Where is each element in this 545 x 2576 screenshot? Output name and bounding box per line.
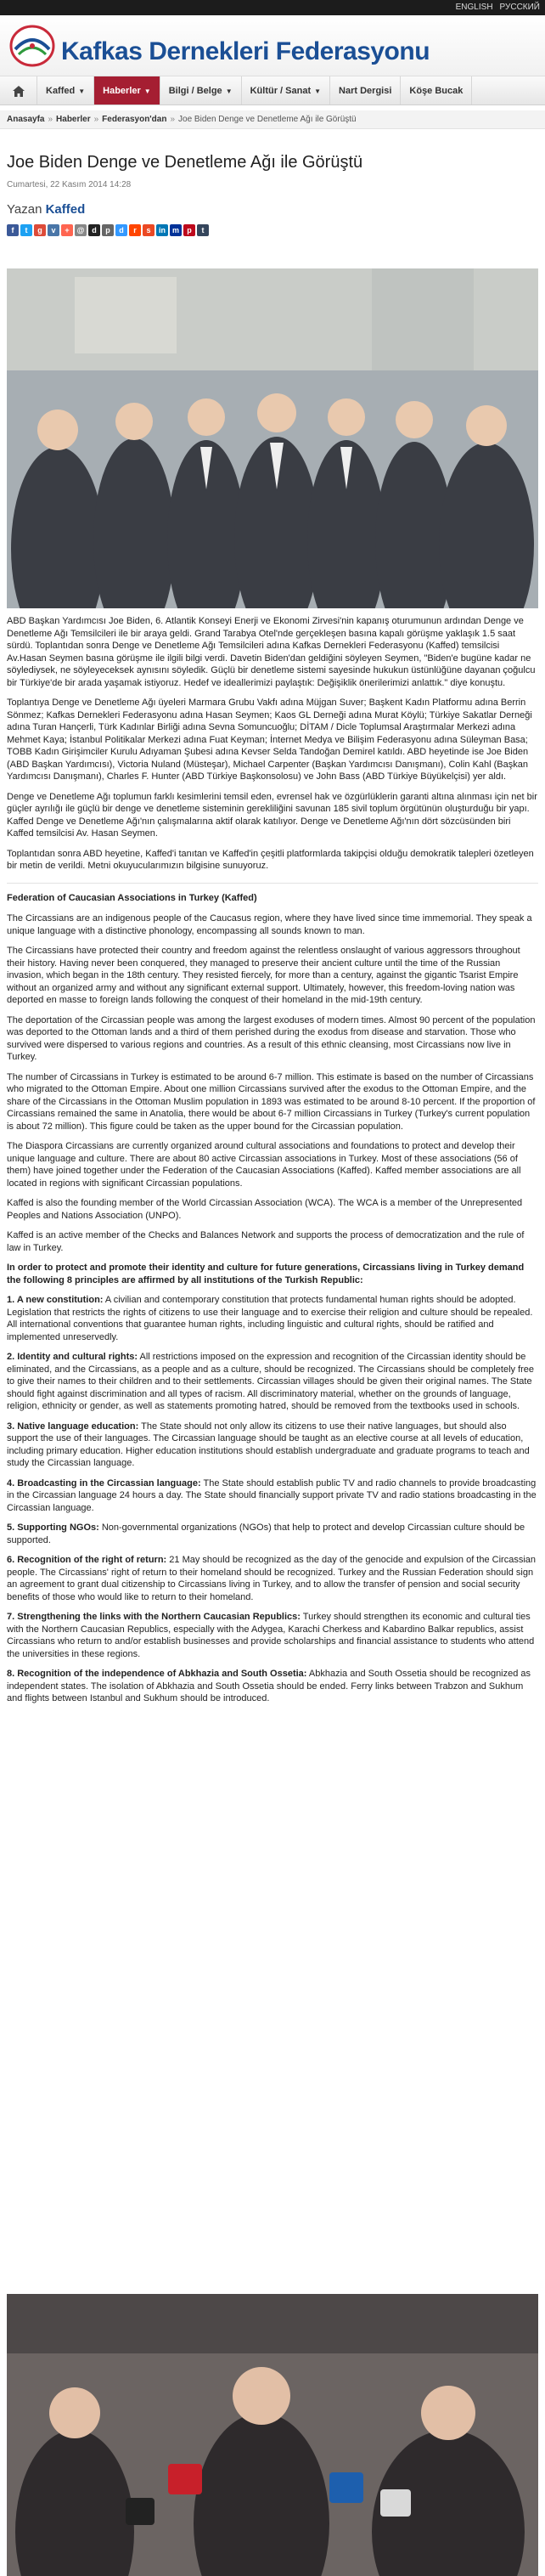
nav-item-kose-bucak[interactable] xyxy=(401,76,472,105)
article-photo-meeting xyxy=(7,268,538,608)
article-paragraph: Toplantıya Denge ve Denetleme Ağı üyeleri Marmara Grubu Vakfı adına Müjgan Suver; Başkent Kadın Platformu adına Berrin Sönmez; Kafkas Dernekleri Federasyonu adına Hasan Seymen; Kaos GL Derneği adına Murat Köylü; Türkiye Sakatlar Derneği adına Turan Hançerli, Türk Kadınlar Birliği adına Sevna Somuncuoğlu; DİTAM / Dicle Toplumsal Araştırmalar Merkezi adına Mehmet Kaya; İstanbul Politikalar Merkezi adına Fuat Keyman; İnternet Medya ve Bilişim Federasyonu adına Süleyman Basa; TOBB Kadın Girişimciler Kurulu Adıyaman Şubesi adına Kevser Selda Tandoğan Demirel katıldı. ABD heyetinde ise Joe Biden (ABD Başkan Yardımcısı), Victoria Nuland (Müsteşar), Michael Carpenter (Başkan Yardımcısı Danışmanı), Colin Kahl (Başkan Yardımcısı Danışmanı), Charles F. Hunter (ABD Türkiye Başkonsolosu) ve John Bass (ABD Türkiye Büyükelçisi) yer aldı. xyxy=(7,698,532,782)
principle-title: 5. Supporting NGOs: xyxy=(7,1522,99,1533)
email-icon[interactable]: @ xyxy=(75,224,87,236)
lang-english-link[interactable]: ENGLISH xyxy=(455,3,493,12)
principle-item xyxy=(7,1611,538,1660)
principle-title: 2. Identity and cultural rights: xyxy=(7,1352,138,1362)
googleplus-icon[interactable]: g xyxy=(34,224,46,236)
breadcrumb-separator-icon: » xyxy=(93,115,99,124)
myspace-icon[interactable]: m xyxy=(170,224,182,236)
article-paragraph: The Circassians are an indigenous people of the Caucasus region, where they have lived since time immemorial. They speak a unique language with a distinctive phonology, encompassing all sounds known to man. xyxy=(7,913,532,936)
site-header xyxy=(0,15,545,76)
article-body xyxy=(7,615,538,1713)
more-icon[interactable]: + xyxy=(61,224,73,236)
principle-item xyxy=(7,1351,538,1413)
breadcrumb-separator-icon: » xyxy=(170,115,176,124)
site-logo-icon[interactable] xyxy=(8,24,56,68)
breadcrumb-home-link[interactable]: Anasayfa xyxy=(7,115,45,124)
principle-item xyxy=(7,1477,538,1515)
article-paragraph: ABD Başkan Yardımcısı Joe Biden, 6. Atlantik Konseyi Enerji ve Ekonomi Zirvesi'nin kapanış oturumunun ardından Denge ve Denetleme Ağı Temsilcileri ile bir araya geldi. Grand Tarabya Otel'nde gerçekleşen basına kapalı görüşme yaklaşık 1.5 saat sürdü. Toplantıdan sonra Denge ve Denetleme Ağı Temsilcileri adına Kafkas Dernekleri Federasyonu (Kaffed) temsilcisi Av.Hasan Seymen basına görüşme ile ilgili bilgi verdi. Davetin Biden'dan geldiğini söyleyen Seymen, "Biden'e bugüne kadar ne söylediysek, ne söyleyeceksek aynısını söyledik. Güçlü bir denetleme sistemi sayesinde hukukun üstünlüğüne dayanan çoğulcu bir Türkiye'de bir arada yaşamak istiyoruz. Hedef ve ideallerimizi paylaştık: Değişiklik önerilerimizi anlattık." diye konuştu. xyxy=(7,616,536,688)
linkedin-icon[interactable]: in xyxy=(156,224,168,236)
principle-item xyxy=(7,1522,538,1546)
chevron-down-icon: ▼ xyxy=(314,88,322,95)
breadcrumb-section-link[interactable]: Federasyon'dan xyxy=(102,115,167,124)
breadcrumb-news-link[interactable]: Haberler xyxy=(56,115,91,124)
principle-item xyxy=(7,1294,538,1343)
main-nav xyxy=(0,76,545,105)
principles-intro: In order to protect and promote their identity and culture for future generations, Circassians living in Turkey demand the following 8 principles are affirmed by all institutions of the Turkish Republic: xyxy=(7,1263,525,1285)
principle-item xyxy=(7,1421,538,1470)
nav-item-bilgi-belge[interactable] xyxy=(160,76,242,105)
article-author xyxy=(7,202,85,217)
nav-item-label: Bilgi / Belge xyxy=(168,86,222,96)
author-label: Yazan xyxy=(7,202,42,217)
nav-item-nart-dergisi[interactable] xyxy=(330,76,401,105)
principle-text: 21 May should be recognized as the day of the genocide and expulsion of the Circassian people. The Circassians' right of return to their homeland should be recognized. Turkey and the Russian Federation should sign an agreement to grant dual citizenship to Circassians living in Turkey, and to allow the transfer of pension and social security benefits of those who would like to return to their homeland. xyxy=(7,1555,536,1602)
article-paragraph: Kaffed is also the founding member of the World Circassian Association (WCA). The WCA is a member of the Unrepresented Peoples and Nations Association (UNPO). xyxy=(7,1198,523,1221)
twitter-icon[interactable]: t xyxy=(20,224,32,236)
chevron-down-icon: ▼ xyxy=(143,88,151,95)
principle-text: Abkhazia and South Ossetia should be recognized as independent states. The isolation of Abkhazia and South Ossetia should be ended. Ferry links between Trabzon and Sukhum and flights between Istanbul and Sukhum should be introduced. xyxy=(7,1669,531,1703)
share-bar xyxy=(7,224,211,236)
principle-title: 4. Broadcasting in the Circassian language: xyxy=(7,1477,201,1489)
principle-text: The State should not only allow its citizens to use their native languages, but should also support the use of their languages. The Circassian language should be taught as an elective course at all levels of education, including primary education. Higher education institutions should establish undergraduate and graduate programs to teach and study the Circassian language. xyxy=(7,1421,530,1468)
section-heading: Federation of Caucasian Associations in Turkey (Kaffed) xyxy=(7,892,257,903)
nav-item-label: Haberler xyxy=(103,86,141,96)
lang-russian-link[interactable]: РУССКИЙ xyxy=(499,3,540,12)
breadcrumb-separator-icon: » xyxy=(48,115,53,124)
vk-icon[interactable]: v xyxy=(48,224,59,236)
photo-illustration xyxy=(7,2294,538,2576)
principle-title: 8. Recognition of the independence of Abkhazia and South Ossetia: xyxy=(7,1669,307,1679)
language-switcher xyxy=(449,3,540,12)
chevron-down-icon: ▼ xyxy=(78,88,86,95)
principle-item xyxy=(7,1668,538,1705)
principle-text: The State should establish public TV and radio channels to provide broadcasting in the Circassian language 24 hours a day. The State should financially support private TV and radio stations broadcasting in the Circassian language. xyxy=(7,1477,537,1513)
digg-icon[interactable]: d xyxy=(88,224,100,236)
top-bar xyxy=(0,0,545,15)
article-date: Cumartesi, 22 Kasım 2014 14:28 xyxy=(7,180,132,189)
stumbleupon-icon[interactable]: s xyxy=(143,224,155,236)
page-title: Joe Biden Denge ve Denetleme Ağı ile Görüştü xyxy=(7,153,363,172)
chevron-down-icon: ▼ xyxy=(225,88,233,95)
principle-text: Non-governmental organizations (NGOs) that help to protect and develop Circassian culture should be supported. xyxy=(7,1522,525,1545)
facebook-icon[interactable]: f xyxy=(7,224,19,236)
principle-text: Turkey should strengthen its economic and cultural ties with the Northern Caucasian Republics, especially with the Adygea, Karachi Cherkess and Kabardino Balkar republics, assist Circassians who return to and/or establish businesses and provide scholarships and financial assistance to students who attend the universities in these regions. xyxy=(7,1612,535,1659)
principle-title: 7. Strengthening the links with the Northern Caucasian Republics: xyxy=(7,1612,301,1622)
breadcrumb xyxy=(0,110,545,129)
author-link[interactable]: Kaffed xyxy=(45,202,86,217)
article-paragraph: The Diaspora Circassians are currently organized around cultural associations and foundations to protect and develop their unique language and culture. There are about 80 active Circassian associations in Turkey. Most of these associations (56 of them) have joined together under the Federation of the Caucasian Associations (Kaffed). Kaffed member associations are all located in regions with significant Circassian populations. xyxy=(7,1141,521,1189)
principle-title: 1. A new constitution: xyxy=(7,1295,104,1305)
nav-home-button[interactable] xyxy=(0,76,37,105)
nav-item-label: Kültür / Sanat xyxy=(250,86,312,96)
article-paragraph: Toplantıdan sonra ABD heyetine, Kaffed'i tanıtan ve Kaffed'in çeşitli platformlarda takipçisi olduğu demokratik talepleri özetleyen bir metin de verildi. Metni okuyucularımızın bilgisine sunuyoruz. xyxy=(7,848,534,871)
article-paragraph: Kaffed is an active member of the Checks and Balances Network and supports the process of democratization and the rule of law in Turkey. xyxy=(7,1230,525,1253)
divider xyxy=(7,883,538,884)
pinterest-icon[interactable]: p xyxy=(183,224,195,236)
principle-title: 6. Recognition of the right of return: xyxy=(7,1555,167,1565)
article-paragraph: The deportation of the Circassian people was among the largest exoduses of modern times. Almost 90 percent of the population was deported to the Ottoman lands and a third of them perished during the exodus from disease and starvation. Those who survived were dispersed to various regions and countries. As a result of this ethnic cleansing, most Circassians now live in Turkey. xyxy=(7,1014,536,1062)
reddit-icon[interactable]: r xyxy=(129,224,141,236)
article-paragraph: Denge ve Denetleme Ağı toplumun farklı kesimlerini temsil eden, evrensel hak ve özgürlüklerin garanti altına alınması için net bir güçler ayrılığı ile güçlü bir denge ve denetleme sisteminin gerekliliğini savunan 185 sivil toplum örgütünün oluşturduğu bir yapı. Kaffed Denge ve Denetleme Ağı'nın çalışmalarına aktif olarak katılıyor. Denge ve Denetleme Ağı'nın dört sözcüsünden biri Kaffed temsilcisi Av. Hasan Seymen. xyxy=(7,791,537,839)
tumblr-icon[interactable]: t xyxy=(197,224,209,236)
nav-item-haberler[interactable] xyxy=(94,76,160,105)
nav-item-kultur-sanat[interactable] xyxy=(242,76,330,105)
nav-item-label: Nart Dergisi xyxy=(339,86,392,96)
article-photo-press xyxy=(7,2294,538,2576)
delicious-icon[interactable]: d xyxy=(115,224,127,236)
site-title[interactable]: Kafkas Dernekleri Federasyonu xyxy=(61,37,430,65)
principle-item xyxy=(7,1554,538,1603)
photo-illustration xyxy=(7,268,538,608)
nav-item-label: Köşe Bucak xyxy=(409,86,464,96)
principle-text: All restrictions imposed on the expression and recognition of the Circassian identity should be eliminated, and the Circassians, as a people and as a culture, should be recognized. The Circassians should be completely free to give their names to their children and to their settlements. Circassian villages should be given their original names. The State should fight against discrimination and all types of racism. All discriminatory material, whether on the grounds of language, religion, ethnicity or gender, as well as statements promoting hatred, should be removed from the textbooks used in schools. xyxy=(7,1352,535,1411)
print-icon[interactable]: p xyxy=(102,224,114,236)
home-icon xyxy=(13,86,25,97)
article-paragraph: The Circassians have protected their country and freedom against the relentless onslaught of various aggressors throughout their history. Having never been conquered, they managed to preserve their ancient culture until the time of the Russian invasion, which began in the 18th century. They resisted fiercely, for more than a century, against the gigantic Tsarist Empire without an organized army and without any significant external support. Ultimately, however, this freedom-loving nation was deported en masse to foreign lands following the conquest of their homeland in the mid-19th century. xyxy=(7,946,520,1005)
article-paragraph: The number of Circassians in Turkey is estimated to be around 6-7 million. This estimate is based on the number of Circassians who migrated to the Ottoman Empire. About one million Circassians survived after the exodus to the Ottoman Empire, and the share of the Circassians in the Ottoman Muslim population in 1893 was estimated to be around 8-10 percent. If the proportion of Circassians remained the same in Anatolia, there would be about 6-7 million Circassians in Turkey (Turkey's current population is about 72 million). This figure could be taken as the upper bound for the Circassian population. xyxy=(7,1071,536,1132)
principle-title: 3. Native language education: xyxy=(7,1421,139,1432)
nav-item-label: Kaffed xyxy=(46,86,76,96)
principle-text: A civilian and contemporary constitution that protects fundamental human rights should be adopted. Legislation that restricts the rights of citizens to use their language and to exercise their religion and culture should be repealed. All international conventions that guarantee human rights, including linguistic and cultural rights, should be ratified and implemented unreservedly. xyxy=(7,1295,533,1342)
nav-item-kaffed[interactable] xyxy=(37,76,94,105)
breadcrumb-current: Joe Biden Denge ve Denetleme Ağı ile Görüştü xyxy=(178,115,357,124)
